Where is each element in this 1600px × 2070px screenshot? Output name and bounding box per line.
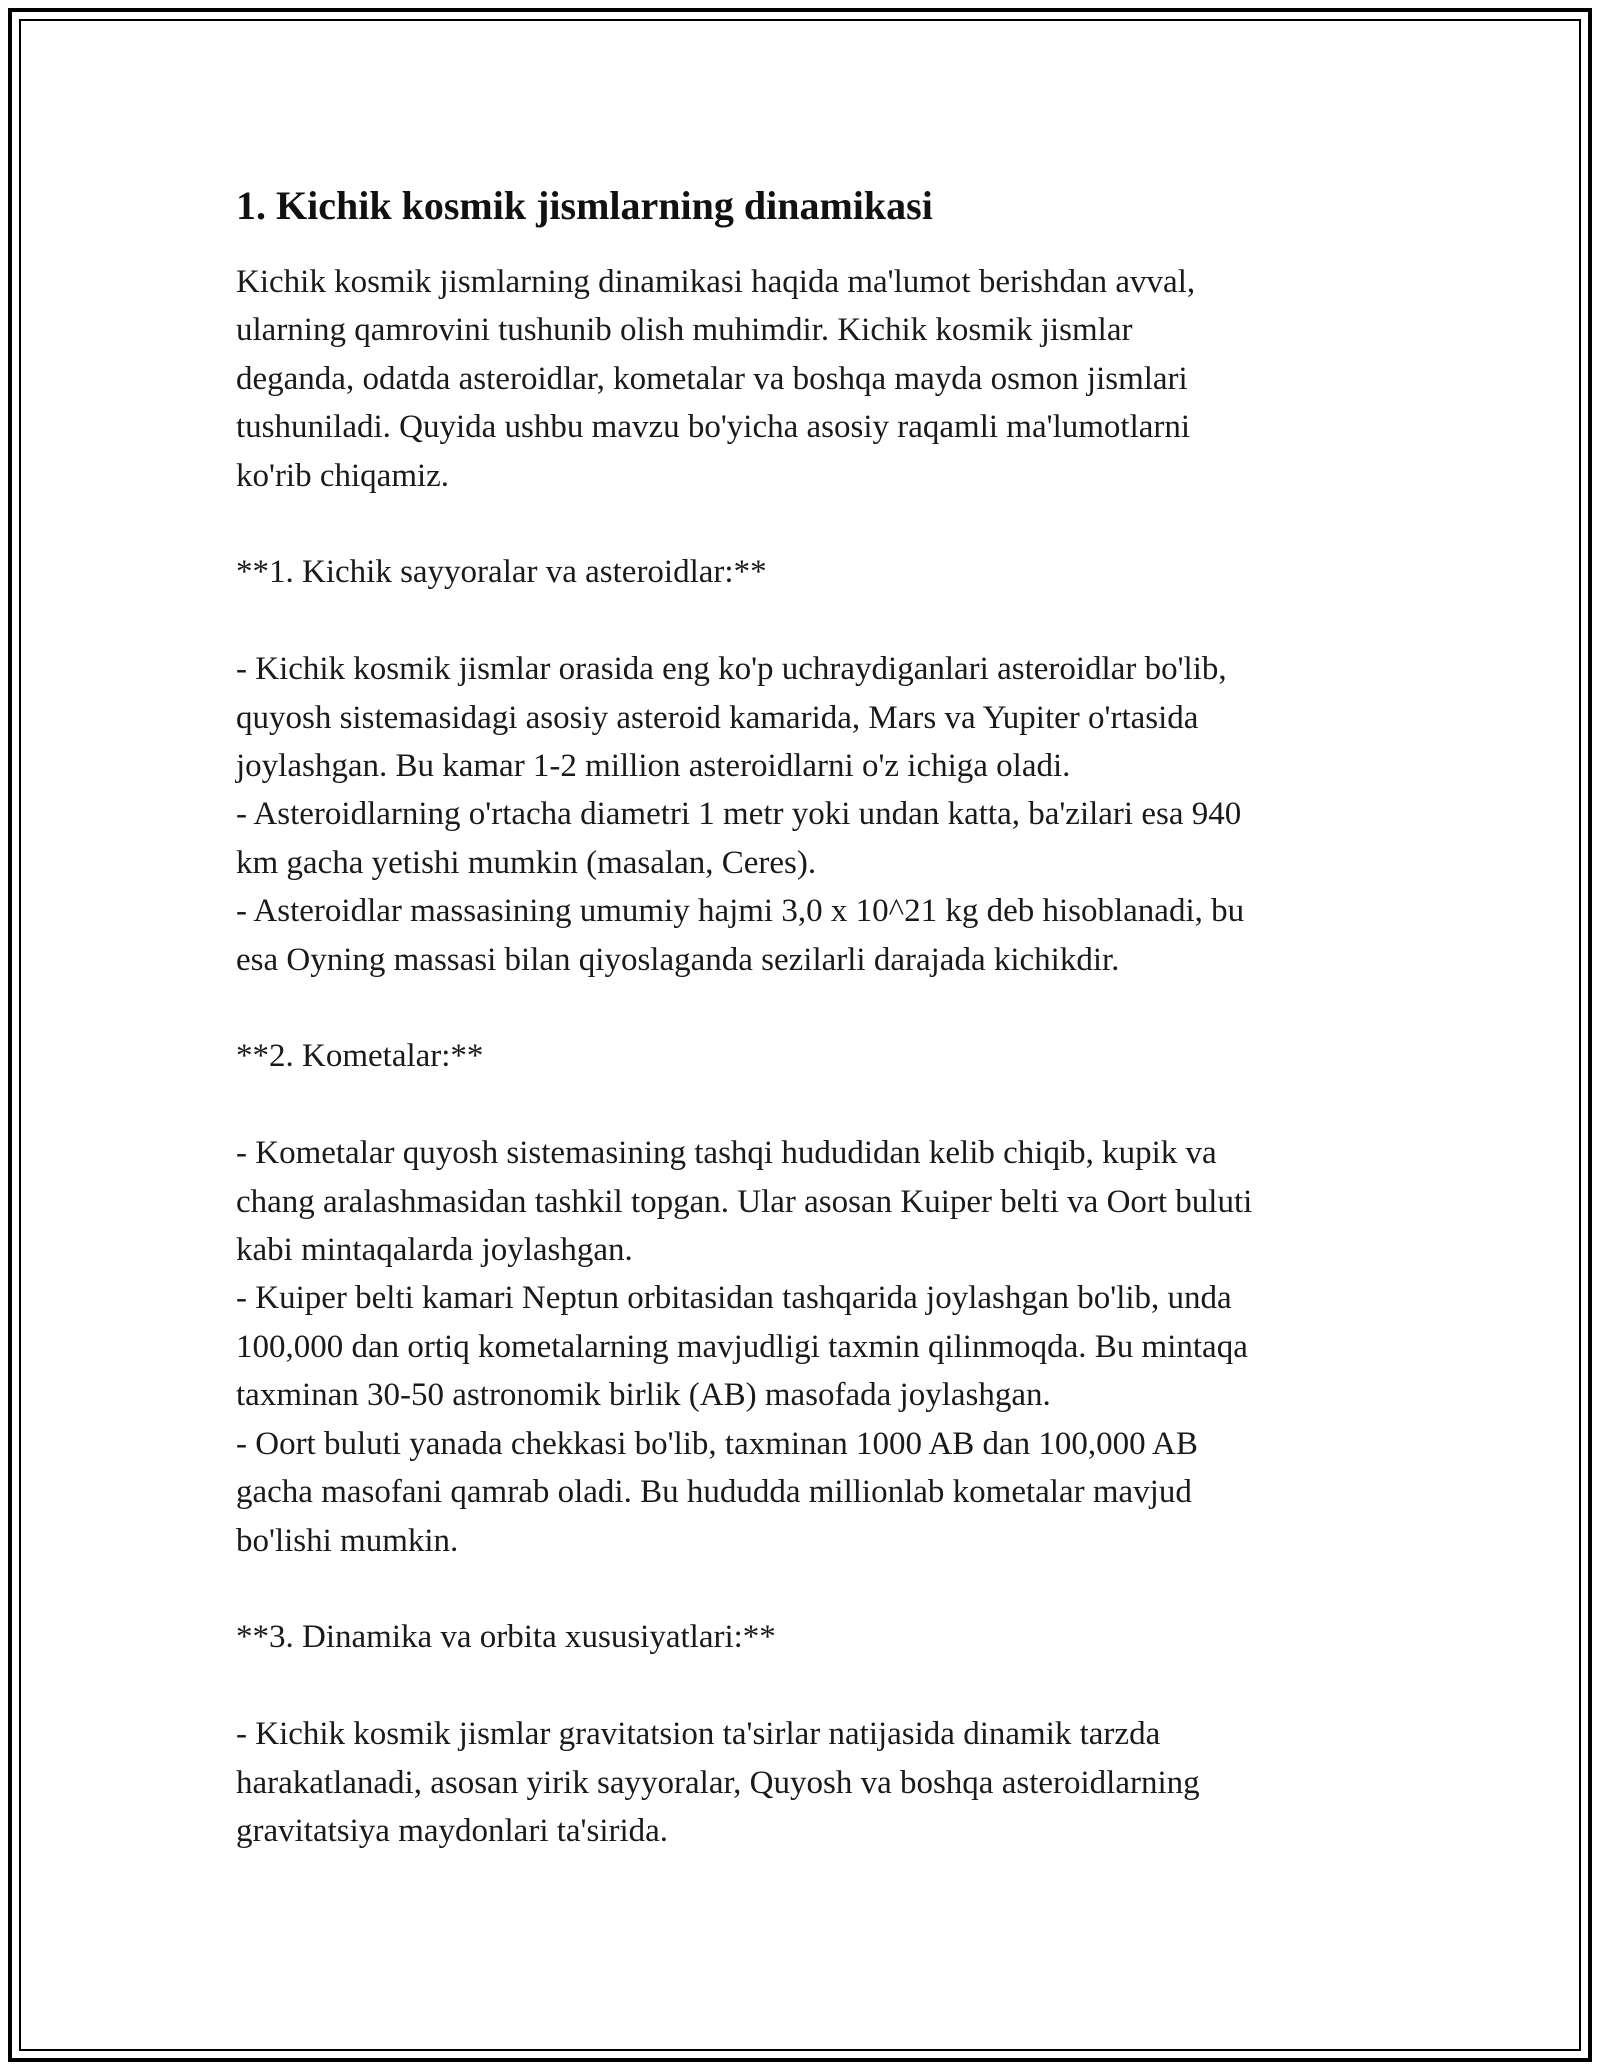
text-line: gravitatsiya maydonlari ta'sirida.: [236, 1812, 669, 1849]
text-line: - Kuiper belti kamari Neptun orbitasidan tashqarida joylashgan bo'lib, unda: [236, 1280, 1232, 1317]
text-line: bo'lishi mumkin.: [236, 1522, 459, 1559]
text-line: joylashgan. Bu kamar 1-2 million asteroidlarni o'z ichiga oladi.: [236, 748, 1071, 785]
text-line: - Oort buluti yanada chekkasi bo'lib, taxminan 1000 AB dan 100,000 AB: [236, 1425, 1198, 1462]
text-line: gacha masofani qamrab oladi. Bu hududda millionlab kometalar mavjud: [236, 1474, 1192, 1511]
text-line: deganda, odatda asteroidlar, kometalar va boshqa mayda osmon jismlari: [236, 360, 1188, 397]
text-line: ko'rib chiqamiz.: [236, 457, 450, 494]
text-line: - Kometalar quyosh sistemasining tashqi hududidan kelib chiqib, kupik va: [236, 1135, 1217, 1172]
text-line: - Asteroidlar massasining umumiy hajmi 3,0 x 10^21 kg deb hisoblanadi, bu: [236, 893, 1245, 930]
blank-line: [236, 1662, 1376, 1710]
blank-line: [236, 1565, 1376, 1613]
text-line: esa Oyning massasi bilan qiyoslaganda sezilarli darajada kichikdir.: [236, 941, 1120, 978]
text-line: kabi mintaqalarda joylashgan.: [236, 1232, 633, 1269]
text-line: quyosh sistemasidagi asosiy asteroid kamarida, Mars va Yupiter o'rtasida: [236, 699, 1199, 736]
section-title: **3. Dinamika va orbita xususiyatlari:**: [236, 1619, 776, 1656]
document-heading: 1. Kichik kosmik jismlarning dinamikasi: [236, 183, 933, 228]
text-line: km gacha yetishi mumkin (masalan, Ceres).: [236, 844, 817, 881]
text-line: chang aralashmasidan tashkil topgan. Ular asosan Kuiper belti va Oort buluti: [236, 1183, 1253, 1220]
blank-line: [236, 984, 1376, 1032]
blank-line: [236, 500, 1376, 548]
text-line: Kichik kosmik jismlarning dinamikasi haqida ma'lumot berishdan avval,: [236, 264, 1196, 300]
document-body: [236, 182, 1376, 1855]
blank-line: [236, 1081, 1376, 1129]
intro-paragraph: [236, 258, 1376, 1855]
text-line: harakatlanadi, asosan yirik sayyoralar, Quyosh va boshqa asteroidlarning: [236, 1764, 1200, 1801]
text-line: ularning qamrovini tushunib olish muhimdir. Kichik kosmik jismlar: [236, 312, 1133, 349]
section-title: **2. Kometalar:**: [236, 1038, 484, 1075]
text-line: tushuniladi. Quyida ushbu mavzu bo'yicha asosiy raqamli ma'lumotlarni: [236, 409, 1191, 446]
section-title: **1. Kichik sayyoralar va asteroidlar:**: [236, 554, 767, 591]
text-line: - Kichik kosmik jismlar gravitatsion ta'sirlar natijasida dinamik tarzda: [236, 1716, 1161, 1753]
text-line: 100,000 dan ortiq kometalarning mavjudligi taxmin qilinmoqda. Bu mintaqa: [236, 1328, 1248, 1365]
text-line: - Asteroidlarning o'rtacha diametri 1 metr yoki undan katta, ba'zilari esa 940: [236, 796, 1242, 833]
text-line: taxminan 30-50 astronomik birlik (AB) masofada joylashgan.: [236, 1377, 1051, 1414]
blank-line: [236, 597, 1376, 645]
text-line: - Kichik kosmik jismlar orasida eng ko'p uchraydiganlari asteroidlar bo'lib,: [236, 651, 1227, 688]
